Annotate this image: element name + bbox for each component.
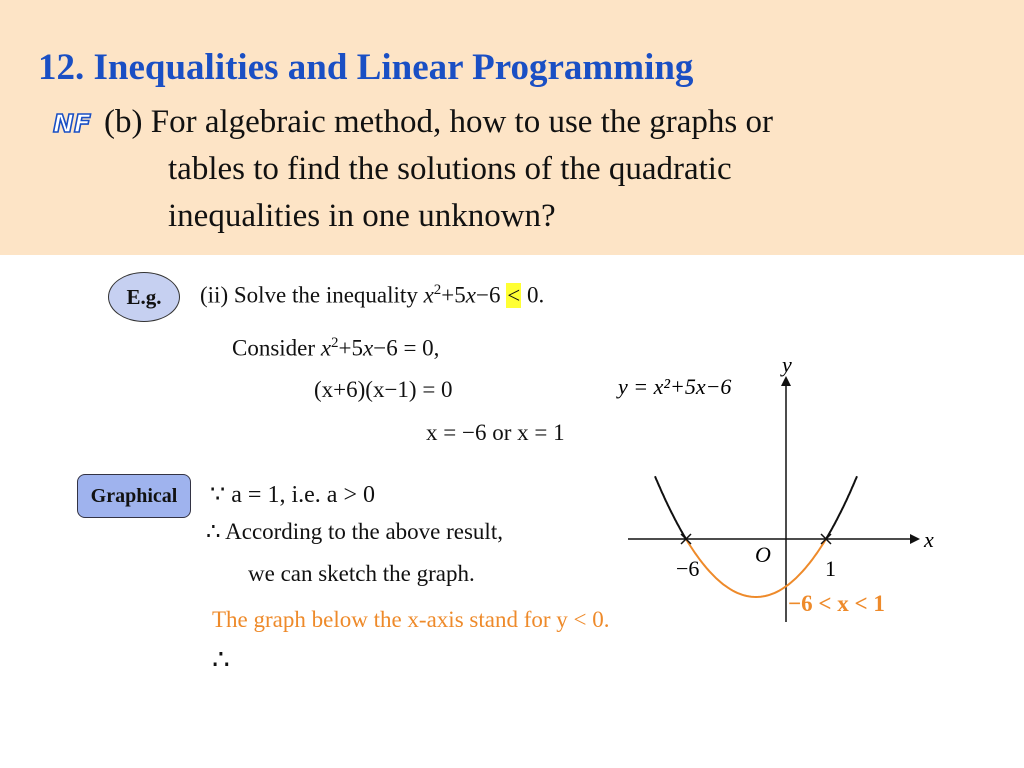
eg-badge: E.g.	[108, 272, 180, 322]
origin-label: O	[755, 542, 771, 567]
consider-exp: 2	[331, 335, 339, 351]
problem-exp: 2	[433, 282, 442, 298]
problem-var2: x	[465, 282, 476, 308]
roots-line: x = −6 or x = 1	[426, 420, 565, 445]
parabola-graph	[600, 350, 960, 630]
consider-var2: x	[363, 335, 374, 361]
sketch-line: we can sketch the graph.	[248, 561, 475, 586]
because-line	[210, 480, 375, 509]
therefore-symbol: ∴	[206, 519, 221, 544]
factor-line: (x+6)(x−1) = 0	[314, 377, 453, 402]
consider-var1: x	[320, 335, 332, 361]
therefore-text: According to the above result,	[225, 519, 503, 544]
consider-prefix: Consider	[232, 335, 321, 361]
problem-mid: +5	[441, 282, 466, 308]
problem-rhs: 0.	[521, 282, 545, 308]
header-banner	[0, 0, 1024, 255]
nf-logo-icon	[52, 107, 92, 137]
graph-note: The graph below the x-axis stand for y < 0.	[212, 607, 610, 632]
because-text: a = 1, i.e. a > 0	[231, 482, 375, 508]
x-axis-label: x	[924, 527, 934, 552]
consider-rhs: −6 = 0,	[373, 335, 440, 361]
root-label-negative-six: −6	[676, 556, 700, 581]
page-title: 12. Inequalities and Linear Programming	[38, 47, 694, 88]
final-therefore: ∴	[212, 645, 230, 676]
therefore-line	[206, 519, 503, 545]
problem-prefix: (ii) Solve the inequality	[200, 282, 424, 308]
consider-line	[232, 335, 439, 362]
root-label-one: 1	[825, 556, 836, 581]
problem-const: −6	[476, 282, 507, 308]
solution-result: −6 < x < 1	[788, 591, 885, 616]
curve-equation-label: y = x²+5x−6	[618, 374, 732, 399]
problem-var1: x	[423, 282, 434, 308]
y-axis-label: y	[782, 352, 792, 377]
question-line-3: inequalities in one unknown?	[168, 198, 556, 234]
parabola-curve-right	[826, 476, 857, 539]
because-symbol: ∵	[210, 482, 226, 508]
svg-text:NF: NF	[53, 109, 92, 137]
question-line-2: tables to find the solutions of the quadratic	[168, 151, 732, 187]
consider-mid: +5	[338, 335, 364, 361]
question-line-1: (b) For algebraic method, how to use the graphs or	[104, 104, 773, 140]
parabola-curve-left	[655, 476, 686, 539]
graphical-badge: Graphical	[77, 474, 191, 518]
inequality-sign-highlight: <	[507, 282, 521, 308]
problem-statement	[200, 282, 544, 309]
